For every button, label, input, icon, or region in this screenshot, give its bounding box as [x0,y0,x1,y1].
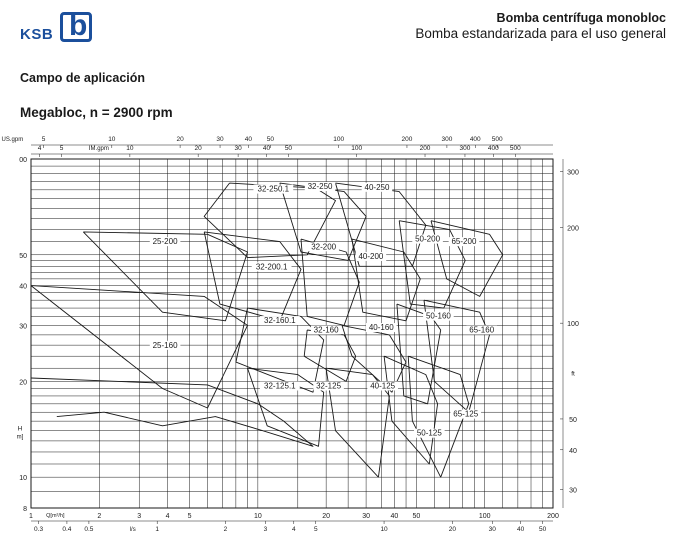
x-tick-label: 3 [137,513,142,520]
x-tick-label: 40 [390,513,399,520]
ls-tick-label: 0.3 [34,526,44,533]
x-tick-label: 10 [253,513,262,520]
us-tick-label: 30 [216,136,224,143]
series-label: 25-160 [152,340,178,350]
series-label: 32-200.1 [255,262,288,272]
series-label: 40-200 [358,251,384,261]
series-label: 32-125 [316,381,342,391]
chart-title: Megabloc, n = 2900 rpm [20,105,173,120]
series-label: 65-125 [453,409,479,419]
series-label: 50-125 [416,428,442,438]
y-tick-label: 8 [23,506,27,513]
us-tick-label: 20 [176,136,184,143]
y-tick-label: 00 [19,157,27,164]
pump-range-32-200 [301,239,359,325]
im-tick-label: 5 [59,145,64,152]
x-tick-label: 4 [165,513,170,520]
series-label: 32-250 [307,181,333,191]
x-tick-label: 2 [97,513,102,520]
us-tick-label: 400 [469,136,481,143]
ls-tick-label: 40 [517,526,525,533]
us-tick-label: 500 [491,136,503,143]
pump-range-65-200 [431,221,503,297]
im-tick-label: 300 [459,145,471,152]
us-tick-label: 300 [441,136,453,143]
ls-tick-label: 30 [488,526,496,533]
pump-range-32-125 [248,368,324,446]
ls-axis-label: l/s [129,527,136,533]
series-label: 40-125 [370,381,396,391]
logo-b-letter: b [69,9,88,42]
ls-tick-label: 2 [223,526,228,533]
ft-tick-label: 300 [567,169,579,177]
series-label: 65-160 [469,325,495,335]
ft-axis-label: ft [571,370,575,378]
series-label: 40-250 [364,182,390,192]
im-tick-label: 500 [509,145,521,152]
x-tick-label: 30 [362,513,370,520]
logo-wordmark: KSB [20,26,54,43]
y-tick-label: 30 [19,323,27,331]
series-label: 32-160.1 [264,316,296,326]
y-tick-label: 50 [19,252,27,260]
ls-tick-label: 5 [313,526,318,533]
y-tick-label: 20 [19,379,27,387]
im-tick-label: 50 [284,145,293,152]
ft-tick-label: 40 [569,447,577,455]
us-tick-label: 5 [41,136,46,143]
x-tick-label: 100 [478,513,491,520]
ls-tick-label: 0.5 [84,526,94,533]
ls-tick-label: 50 [539,526,547,533]
section-title: Campo de aplicación [20,71,146,85]
im-tick-label: 10 [126,145,134,152]
im-tick-label: 40 [262,145,271,152]
product-subtitle: Bomba estandarizada para el uso general [415,26,666,41]
ft-tick-label: 50 [569,416,577,424]
series-label: 32-250.1 [257,184,290,194]
ls-tick-label: 0.4 [62,526,72,533]
ls-tick-label: 1 [155,526,160,533]
x-axis-label: Q[m³/h] [46,513,65,519]
product-title: Bomba centrífuga monobloc [496,11,666,25]
us-tick-label: 200 [401,136,413,143]
im-tick-label: 20 [194,145,202,152]
series-label: 50-160 [425,311,451,321]
series-label: 32-125.1 [264,381,296,391]
series-label: 40-160 [368,323,394,333]
pump-range-50-125 [384,356,438,464]
ft-tick-label: 200 [567,225,579,233]
ft-tick-label: 30 [569,487,577,495]
series-label: 50-200 [415,234,441,244]
us-axis-label: US.gpm [1,137,24,143]
series-label: 25-200 [152,237,178,247]
im-tick-label: 100 [351,145,363,152]
ls-tick-label: 10 [380,526,388,533]
y-axis-label-h: H [17,425,23,433]
series-label: 65-200 [451,237,477,247]
us-tick-label: 100 [333,136,345,143]
ls-tick-label: 20 [448,526,456,533]
y-tick-label: 40 [19,283,27,291]
im-tick-label: 400 [487,145,499,152]
x-tick-label: 5 [187,513,192,520]
series-label: 32-160 [313,325,339,335]
im-axis-label: IM.gpm [88,146,109,152]
x-tick-label: 20 [322,513,331,520]
im-tick-label: 4 [37,145,42,152]
ls-tick-label: 3 [263,526,268,533]
us-tick-label: 40 [244,136,253,143]
us-tick-label: 10 [108,136,116,143]
im-tick-label: 200 [419,145,431,152]
series-label: 32-200 [311,242,337,252]
us-tick-label: 50 [266,136,274,143]
x-tick-label: 1 [29,513,33,520]
pump-range-32-200.1 [204,232,301,321]
x-tick-label: 50 [412,513,421,520]
y-axis-label-unit: m] [16,434,24,441]
y-tick-label: 10 [19,475,27,483]
ft-tick-label: 100 [567,321,579,329]
x-tick-label: 200 [547,513,559,520]
im-tick-label: 30 [234,145,242,152]
ls-tick-label: 4 [291,526,296,533]
